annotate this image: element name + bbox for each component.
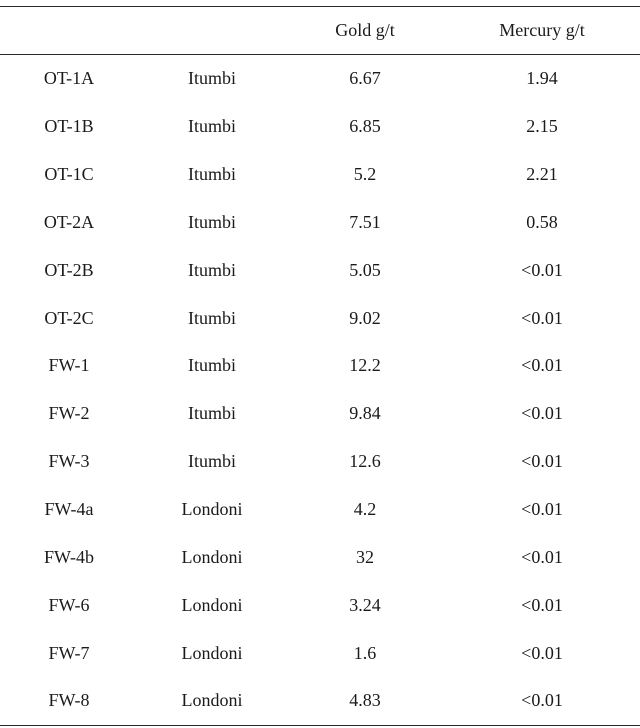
cell-location: Itumbi — [188, 116, 236, 137]
table-row — [0, 581, 640, 629]
table-header-row — [0, 7, 640, 54]
cell-sample: FW-4a — [44, 499, 94, 520]
header-mercury: Mercury g/t — [499, 20, 585, 40]
cell-location: Itumbi — [188, 259, 236, 280]
cell-location: Londoni — [181, 594, 243, 615]
cell-mercury: 0.58 — [526, 211, 558, 232]
cell-mercury: <0.01 — [521, 499, 563, 520]
cell-mercury: <0.01 — [521, 403, 563, 424]
cell-gold: 6.85 — [349, 116, 381, 137]
cell-gold: 12.2 — [349, 355, 381, 376]
header-gold: Gold g/t — [335, 20, 395, 40]
cell-sample: FW-2 — [48, 403, 90, 424]
cell-location: Itumbi — [188, 307, 236, 328]
cell-mercury: <0.01 — [521, 594, 563, 615]
cell-gold: 6.67 — [349, 68, 381, 89]
cell-gold: 9.02 — [349, 307, 381, 328]
cell-gold: 3.24 — [349, 594, 381, 615]
cell-sample: OT-1A — [43, 68, 95, 89]
cell-sample: FW-6 — [48, 594, 90, 615]
table-row — [0, 533, 640, 581]
table-row — [0, 199, 640, 247]
cell-mercury: 1.94 — [526, 68, 558, 89]
cell-sample: OT-1C — [44, 164, 94, 185]
header-location — [138, 7, 286, 54]
table-row — [0, 486, 640, 534]
cell-gold: 9.84 — [349, 403, 381, 424]
table-row — [0, 294, 640, 342]
cell-location: Itumbi — [188, 164, 236, 185]
cell-gold: 4.83 — [349, 690, 381, 711]
cell-location: Itumbi — [188, 451, 236, 472]
cell-location: Londoni — [181, 499, 243, 520]
cell-location: Itumbi — [188, 403, 236, 424]
cell-gold: 4.2 — [353, 499, 377, 520]
table-bottom-rule — [0, 725, 640, 726]
cell-sample: OT-2B — [44, 259, 94, 280]
cell-gold: 5.2 — [353, 164, 377, 185]
cell-location: Itumbi — [188, 355, 236, 376]
cell-mercury: <0.01 — [521, 451, 563, 472]
header-sample — [0, 7, 138, 54]
cell-location: Londoni — [181, 546, 243, 567]
cell-location: Londoni — [181, 642, 243, 663]
cell-gold: 32 — [356, 546, 374, 567]
cell-location: Itumbi — [188, 68, 236, 89]
table-row — [0, 55, 640, 103]
cell-mercury: <0.01 — [521, 690, 563, 711]
cell-sample: FW-4b — [43, 546, 94, 567]
cell-mercury: <0.01 — [521, 307, 563, 328]
cell-mercury: 2.15 — [526, 116, 558, 137]
table-row — [0, 390, 640, 438]
cell-sample: FW-7 — [48, 642, 90, 663]
cell-mercury: <0.01 — [521, 546, 563, 567]
cell-sample: FW-3 — [48, 451, 90, 472]
table-row — [0, 246, 640, 294]
cell-location: Londoni — [181, 690, 243, 711]
cell-sample: OT-2A — [43, 211, 95, 232]
table-row — [0, 151, 640, 199]
cell-mercury: <0.01 — [521, 355, 563, 376]
table-body — [0, 55, 640, 725]
cell-sample: OT-2C — [44, 307, 94, 328]
table-row — [0, 677, 640, 725]
cell-mercury: 2.21 — [526, 164, 558, 185]
cell-location: Itumbi — [188, 211, 236, 232]
cell-mercury: <0.01 — [521, 642, 563, 663]
cell-gold: 1.6 — [353, 642, 377, 663]
table-row — [0, 629, 640, 677]
table-row — [0, 438, 640, 486]
cell-mercury: <0.01 — [521, 259, 563, 280]
cell-sample: OT-1B — [44, 116, 94, 137]
cell-gold: 5.05 — [349, 259, 381, 280]
cell-gold: 12.6 — [349, 451, 381, 472]
table-row — [0, 103, 640, 151]
cell-gold: 7.51 — [349, 211, 381, 232]
cell-sample: FW-8 — [48, 690, 90, 711]
cell-sample: FW-1 — [48, 355, 90, 376]
table-row — [0, 342, 640, 390]
